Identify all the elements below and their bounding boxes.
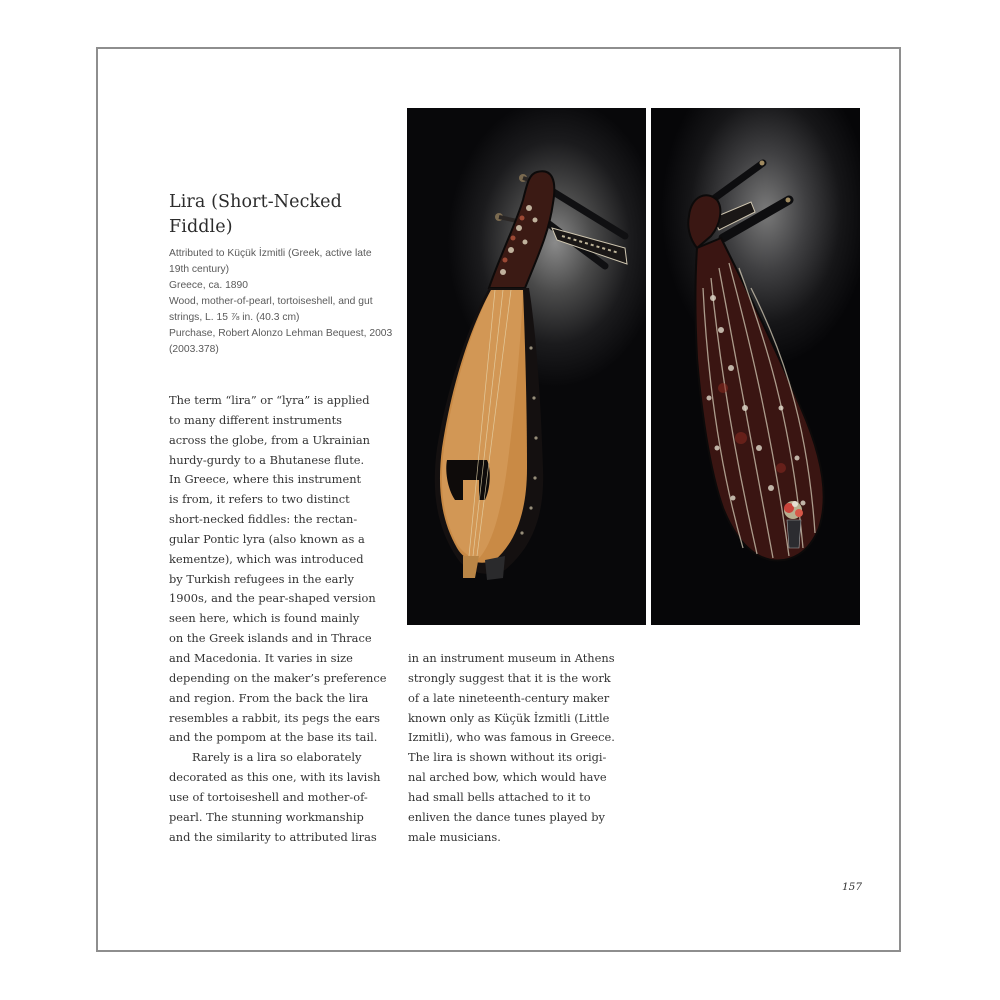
body-text-column-1 — [169, 391, 387, 847]
caption-attribution: Attributed to Küçük İzmitli (Greek, active late — [169, 248, 372, 259]
caption-attribution-cont: 19th century) — [169, 264, 230, 275]
body-line: and the similarity to attributed liras — [169, 829, 377, 844]
body-line-paragraph-start: Rarely is a lira so elaborately — [192, 750, 362, 765]
body-line: use of tortoiseshell and mother-of- — [169, 789, 368, 804]
body-line: to many different instruments — [169, 412, 343, 427]
body-line: pearl. The stunning workmanship — [169, 809, 364, 824]
lira-back-photo — [651, 108, 860, 625]
body-line: across the globe, from a Ukrainian — [169, 432, 370, 447]
body-line: on the Greek islands and in Thrace — [169, 631, 372, 646]
body-line: of a late nineteenth-century maker — [408, 690, 610, 705]
page-number: 157 — [842, 881, 863, 893]
caption-dimensions: strings, L. 15 ⅞ in. (40.3 cm) — [169, 312, 300, 323]
lira-back-illustration — [651, 108, 860, 625]
body-line: strongly suggest that it is the work — [408, 670, 611, 685]
body-line: enliven the dance tunes played by — [408, 809, 605, 824]
body-line: resembles a rabbit, its pegs the ears — [169, 710, 380, 725]
body-line: 1900s, and the pear-shaped version — [169, 591, 376, 606]
body-line: In Greece, where this instrument — [169, 472, 362, 487]
title-line-2: Fiddle) — [169, 217, 233, 237]
body-line: nal arched bow, which would have — [408, 770, 607, 785]
body-line: Izmitli), who was famous in Greece. — [408, 730, 615, 745]
body-line: by Turkish refugees in the early — [169, 571, 354, 586]
body-line: in an instrument museum in Athens — [408, 651, 615, 665]
body-line: seen here, which is found mainly — [169, 611, 360, 626]
body-line: depending on the maker’s preference — [169, 670, 387, 685]
body-line: and the pompom at the base its tail. — [169, 730, 378, 745]
body-line: had small bells attached to it to — [408, 789, 591, 804]
body-line: The lira is shown without its origi- — [408, 750, 607, 765]
lira-front-illustration — [407, 108, 646, 625]
body-line: gular Pontic lyra (also known as a — [169, 531, 365, 546]
object-caption — [169, 246, 393, 358]
caption-materials: Wood, mother-of-pearl, tortoiseshell, and gut — [169, 296, 373, 307]
body-line: The term “lira” or “lyra” is applied — [169, 393, 370, 407]
body-line: decorated as this one, with its lavish — [169, 770, 381, 785]
body-line: known only as Küçük İzmitli (Little — [408, 710, 610, 725]
caption-credit: Purchase, Robert Alonzo Lehman Bequest, 2003 — [169, 328, 393, 339]
body-line: kementze), which was introduced — [169, 551, 364, 566]
entry-title — [169, 190, 389, 240]
body-text-column-2 — [408, 649, 640, 847]
caption-accession: (2003.378) — [169, 344, 219, 355]
body-line: short-necked fiddles: the rectan- — [169, 512, 358, 527]
body-line: hurdy-gurdy to a Bhutanese flute. — [169, 452, 365, 467]
body-line: and region. From the back the lira — [169, 690, 369, 705]
body-line: is from, it refers to two distinct — [169, 492, 350, 507]
title-line-1: Lira (Short-Necked — [169, 192, 342, 212]
body-line: and Macedonia. It varies in size — [169, 650, 353, 665]
caption-origin-date: Greece, ca. 1890 — [169, 280, 248, 291]
lira-front-photo — [407, 108, 646, 625]
body-line: male musicians. — [408, 829, 501, 844]
